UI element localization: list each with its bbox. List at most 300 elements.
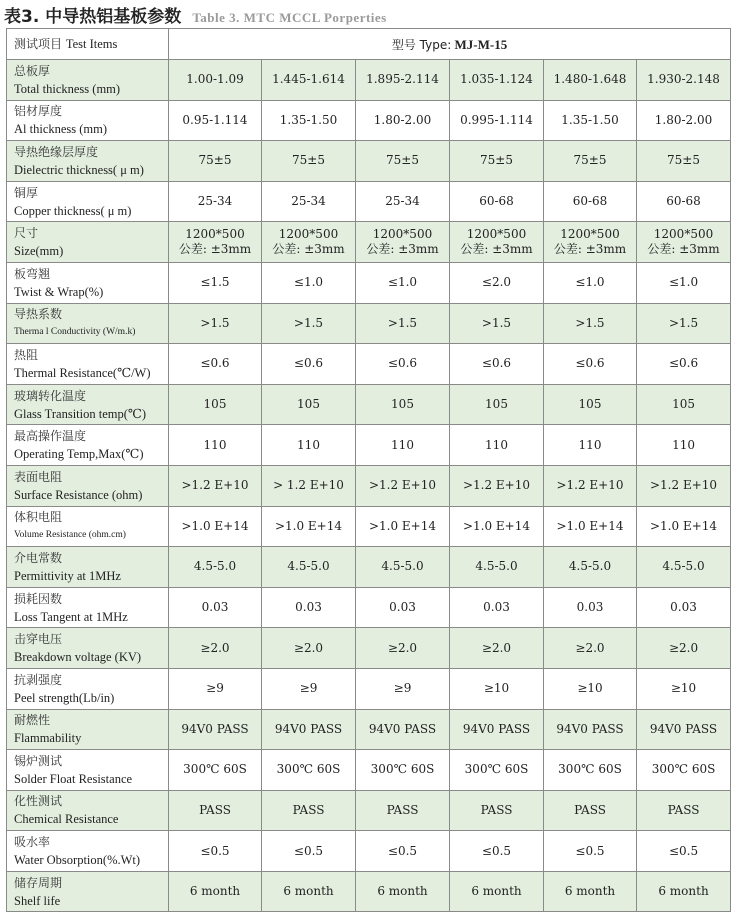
row-label-en: Volume Resistance (ohm.cm) [14,530,126,541]
value-text: 1200*500 [278,227,339,242]
row-label-zh: 体积电阻 [14,510,63,525]
row-label-zh: 表面电阻 [14,469,63,484]
value-text: PASS [574,802,606,817]
tolerance-text: 公差: ±3mm [647,242,720,257]
row-label [7,465,169,506]
value-cell [356,750,450,791]
value-text: PASS [292,802,325,817]
value-text: >1.5 [668,315,699,330]
value-cell [637,871,731,912]
value-cell [544,790,637,831]
value-cell [262,262,356,303]
value-cell [356,344,450,385]
value-text: 110 [297,437,320,452]
row-label [7,100,169,141]
value-text: 1.930-2.148 [647,72,720,87]
properties-table [6,28,731,912]
value-cell [356,831,450,872]
value-text: ≤0.5 [387,843,418,858]
value-text: >1.0 E+14 [556,518,624,533]
value-cell [450,871,544,912]
value-cell [169,750,262,791]
value-cell [637,790,731,831]
value-text: ≥2.0 [481,640,512,655]
table-row [7,547,731,588]
value-cell [356,709,450,750]
value-text: 110 [485,437,508,452]
row-label-zh: 铜厚 [14,185,39,200]
value-text: ≤0.5 [200,843,230,858]
value-text: >1.5 [200,315,230,330]
value-text: 300℃ 60S [651,762,716,777]
value-cell [356,465,450,506]
table-row [7,790,731,831]
value-cell [169,181,262,222]
value-text: 94V0 PASS [649,721,718,736]
table-row [7,465,731,506]
row-label-en: Breakdown voltage (KV) [14,650,142,665]
value-cell [262,831,356,872]
row-label-zh: 热阻 [14,347,39,362]
value-cell [544,709,637,750]
value-cell [637,547,731,588]
value-text: 94V0 PASS [274,721,343,736]
value-text: ≥2.0 [293,640,324,655]
value-cell [450,465,544,506]
value-text: ≤2.0 [481,275,512,290]
table-row [7,871,731,912]
value-cell [544,262,637,303]
row-label [7,831,169,872]
value-text: 94V0 PASS [462,721,531,736]
table-title-zh: 表3. 中导热铝基板参数 [4,7,182,27]
value-cell [544,100,637,141]
header-test-items [7,29,169,60]
table-row [7,141,731,182]
value-cell [169,465,262,506]
value-cell [169,871,262,912]
row-label-zh: 板弯翘 [14,266,51,281]
value-cell [356,303,450,344]
row-label [7,344,169,385]
value-cell [169,587,262,628]
value-text: 0.03 [201,600,229,615]
value-text: 4.5-5.0 [193,559,237,574]
value-cell [637,181,731,222]
value-cell [262,344,356,385]
value-cell [544,465,637,506]
value-cell [544,587,637,628]
value-text: ≤1.0 [387,275,418,290]
value-text: 300℃ 60S [183,762,247,777]
value-text: ≤0.5 [481,843,512,858]
row-label [7,425,169,466]
row-label [7,871,169,912]
value-text: 4.5-5.0 [662,559,705,574]
row-label-zh: 介电常数 [14,550,63,565]
row-label [7,587,169,628]
value-cell [169,141,262,182]
value-text: 105 [297,397,320,412]
value-text: ≥2.0 [575,640,605,655]
row-label [7,303,169,344]
value-cell [356,141,450,182]
value-cell [169,60,262,101]
row-label-zh: 总板厚 [14,63,51,78]
value-text: 25-34 [291,194,326,209]
value-cell [637,303,731,344]
row-label-zh: 铝材厚度 [14,104,63,119]
table-row [7,668,731,709]
row-label-zh: 导热系数 [14,307,63,322]
value-cell [637,425,731,466]
value-cell [544,547,637,588]
value-cell [544,668,637,709]
value-text: 4.5-5.0 [475,559,518,574]
table-row [7,506,731,547]
value-cell [637,60,731,101]
table-row [7,587,731,628]
value-cell [262,465,356,506]
value-cell [169,344,262,385]
row-label [7,181,169,222]
value-cell [637,100,731,141]
value-cell [637,709,731,750]
type-label: 型号 Type: [391,37,452,52]
row-label-zh: 吸水率 [14,835,51,850]
value-text: 110 [391,437,414,452]
value-cell [544,181,637,222]
row-label [7,628,169,669]
value-text: ≥2.0 [200,640,230,655]
value-text: 60-68 [479,194,514,209]
value-text: >1.5 [575,315,605,330]
value-cell [544,60,637,101]
value-cell [637,628,731,669]
value-text: 4.5-5.0 [287,559,330,574]
value-cell [637,222,731,263]
value-text: 1.895-2.114 [366,72,439,87]
value-text: ≤1.0 [668,275,699,290]
value-text: 60-68 [666,194,701,209]
table-row [7,750,731,791]
value-text: >1.2 E+10 [368,478,437,493]
value-text: ≤0.6 [200,356,230,371]
value-text: 105 [391,397,414,412]
value-text: 4.5-5.0 [381,559,424,574]
value-text: 60-68 [572,194,608,209]
table-row [7,425,731,466]
value-cell [450,547,544,588]
value-cell [169,384,262,425]
row-label-zh: 锡炉测试 [14,753,63,768]
value-cell [544,384,637,425]
row-label-en: Copper thickness( μ m) [14,203,132,218]
row-label-zh: 储存周期 [14,875,63,890]
value-cell [450,790,544,831]
value-text: ≤1.5 [200,275,230,290]
value-cell [356,547,450,588]
value-cell [356,262,450,303]
value-text: 0.03 [483,600,510,615]
value-cell [356,668,450,709]
tolerance-text: 公差: ±3mm [366,242,439,257]
table-row [7,262,731,303]
row-label [7,709,169,750]
value-cell [169,831,262,872]
value-cell [450,303,544,344]
value-cell [169,668,262,709]
value-cell [356,384,450,425]
value-text: 94V0 PASS [181,721,249,736]
table-row [7,60,731,101]
value-text: ≥9 [393,681,412,696]
value-text: 105 [203,397,227,412]
value-text: 300℃ 60S [276,762,341,777]
row-label [7,60,169,101]
value-cell [169,222,262,263]
value-cell [450,425,544,466]
value-cell [169,547,262,588]
value-cell [262,871,356,912]
value-cell [169,628,262,669]
value-cell [356,181,450,222]
row-label-en: Dielectric thickness( μ m) [14,162,144,177]
value-cell [169,303,262,344]
value-text: 1200*500 [372,227,433,242]
value-cell [356,506,450,547]
value-cell [356,790,450,831]
value-text: PASS [480,802,513,817]
value-cell [544,871,637,912]
value-text: PASS [667,802,700,817]
value-cell [262,547,356,588]
value-cell [450,831,544,872]
value-text: 105 [485,397,508,412]
value-text: >1.5 [481,315,512,330]
value-text: ≤0.6 [481,356,512,371]
row-label [7,668,169,709]
value-cell [450,60,544,101]
value-text: 75±5 [667,153,700,168]
row-label-en: Loss Tangent at 1MHz [14,609,128,624]
value-text: 1200*500 [653,227,714,242]
value-text: 105 [578,397,602,412]
value-cell [262,790,356,831]
value-cell [637,587,731,628]
value-cell [262,181,356,222]
row-label-en: Therma l Conductivity (W/m.k) [14,327,136,338]
value-cell [544,506,637,547]
value-text: 300℃ 60S [558,762,622,777]
value-text: 25-34 [385,194,420,209]
value-cell [450,262,544,303]
value-cell [450,668,544,709]
value-cell [544,425,637,466]
value-cell [637,506,731,547]
row-label-zh: 玻璃转化温度 [14,388,87,403]
header-label-zh: 测试项目 [14,37,63,51]
type-value: MJ-M-15 [454,36,508,52]
value-text: ≥2.0 [387,640,418,655]
table-row [7,222,731,263]
value-text: 6 month [564,884,616,899]
value-text: 1.80-2.00 [373,112,432,127]
row-label-en: Surface Resistance (ohm) [14,487,143,502]
value-cell [262,60,356,101]
tolerance-text: 公差: ±3mm [553,242,627,257]
row-label-en: Flammability [14,731,82,746]
value-text: ≥9 [299,681,318,696]
value-cell [450,100,544,141]
row-label-en: Thermal Resistance(℃/W) [14,365,151,380]
value-text: 6 month [471,884,522,899]
value-cell [450,709,544,750]
row-label-zh: 尺寸 [14,226,39,241]
value-cell [169,262,262,303]
value-text: 6 month [658,884,709,899]
value-text: ≤0.6 [575,356,605,371]
value-text: 1.035-1.124 [460,72,533,87]
value-text: 110 [672,437,695,452]
value-cell [637,465,731,506]
row-label [7,506,169,547]
value-cell [262,303,356,344]
value-text: 1200*500 [560,227,620,242]
value-text: 4.5-5.0 [568,559,612,574]
value-text: > 1.2 E+10 [273,478,344,493]
value-text: 300℃ 60S [464,762,529,777]
value-cell [637,668,731,709]
value-cell [262,506,356,547]
row-label [7,222,169,263]
row-label [7,750,169,791]
value-text: ≤0.6 [668,356,699,371]
value-text: 0.03 [389,600,416,615]
value-text: 0.03 [670,600,697,615]
value-cell [450,384,544,425]
value-cell [356,425,450,466]
table-row [7,344,731,385]
table-row [7,384,731,425]
value-text: >1.2 E+10 [649,478,718,493]
value-text: 1.35-1.50 [561,112,619,127]
value-text: ≥9 [206,681,224,696]
row-label [7,547,169,588]
value-text: 0.03 [576,600,604,615]
value-cell [356,100,450,141]
value-cell [169,506,262,547]
tolerance-text: 公差: ±3mm [460,242,533,257]
row-label-en: Operating Temp,Max(℃) [14,447,144,462]
value-text: 6 month [283,884,334,899]
row-label-en: Twist & Wrap(%) [14,284,104,299]
value-text: 94V0 PASS [556,721,624,736]
value-cell [262,587,356,628]
value-text: 75±5 [198,153,232,168]
row-label-en: Water Obsorption(%.Wt) [14,853,141,868]
value-cell [637,262,731,303]
value-cell [356,587,450,628]
value-text: 1.480-1.648 [553,72,627,87]
value-cell [262,750,356,791]
value-text: >1.5 [293,315,324,330]
value-text: PASS [386,802,419,817]
value-text: 6 month [189,884,241,899]
value-cell [637,750,731,791]
value-cell [544,628,637,669]
table-row [7,628,731,669]
value-text: >1.0 E+14 [368,518,437,533]
row-label-zh: 最高操作温度 [14,429,87,444]
table-row [7,831,731,872]
value-cell [356,628,450,669]
row-label-en: Solder Float Resistance [14,771,133,786]
value-text: ≥2.0 [668,640,699,655]
row-label-en: Peel strength(Lb/in) [14,690,115,705]
table-title-en: Table 3. MTC MCCL Porperties [192,10,387,25]
row-label-en: Chemical Resistance [14,812,119,827]
value-text: 0.95-1.114 [182,112,248,127]
value-text: 1.445-1.614 [272,72,345,87]
value-text: 1200*500 [466,227,527,242]
table-title [4,2,387,26]
tolerance-text: 公差: ±3mm [178,242,252,257]
value-text: 25-34 [197,194,233,209]
value-text: ≤0.6 [293,356,324,371]
table-row [7,709,731,750]
value-cell [450,181,544,222]
value-text: 75±5 [386,153,419,168]
value-text: >1.2 E+10 [462,478,531,493]
value-cell [544,344,637,385]
row-label-zh: 化性测试 [14,794,63,809]
header-type [169,29,731,60]
value-text: ≤0.6 [387,356,418,371]
value-text: 75±5 [573,153,607,168]
value-cell [637,831,731,872]
value-text: 94V0 PASS [368,721,437,736]
row-label-en: Glass Transition temp(℃) [14,406,147,421]
value-text: ≤1.0 [575,275,605,290]
table-row [7,181,731,222]
row-label [7,790,169,831]
value-text: ≥10 [577,681,603,696]
value-text: >1.5 [387,315,418,330]
value-cell [262,668,356,709]
row-label-en: Total thickness (mm) [14,81,121,96]
value-cell [450,587,544,628]
value-text: >1.0 E+14 [181,518,249,533]
value-cell [262,222,356,263]
value-cell [169,100,262,141]
value-cell [544,222,637,263]
value-cell [450,344,544,385]
value-cell [262,384,356,425]
value-cell [544,303,637,344]
value-cell [450,750,544,791]
value-text: ≥10 [483,681,510,696]
table-row [7,100,731,141]
value-text: 110 [578,437,602,452]
row-label-en: Al thickness (mm) [14,122,108,137]
row-label [7,262,169,303]
value-text: ≤1.0 [293,275,324,290]
value-text: 75±5 [480,153,513,168]
value-cell [544,750,637,791]
value-text: ≤0.5 [668,843,699,858]
row-label-zh: 耐燃性 [14,713,51,728]
